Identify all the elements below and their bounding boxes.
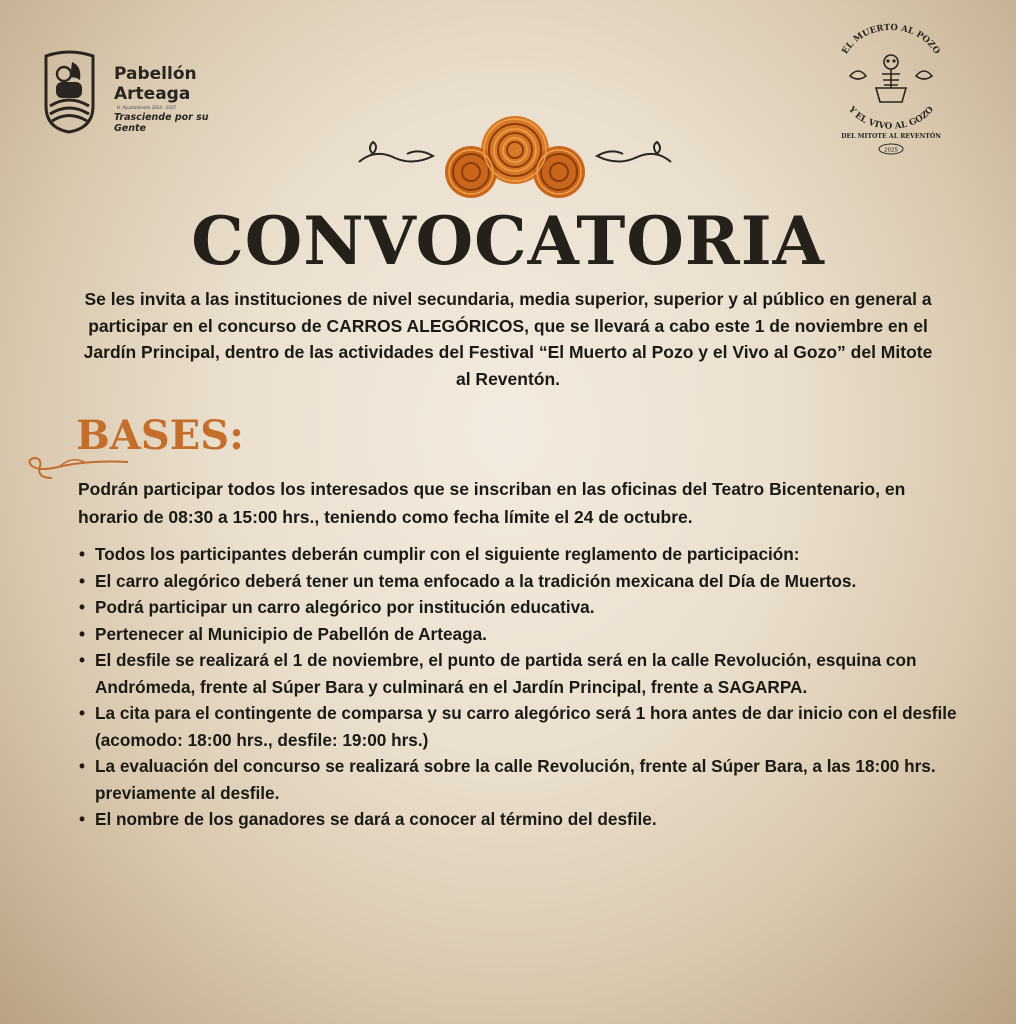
badge-arc-top: EL MUERTO AL POZO: [840, 22, 942, 57]
rules-list: [78, 541, 978, 833]
logo-name-line1: Pabellón: [114, 64, 197, 84]
badge-arc-bottom: Y EL VIVO AL GOZO: [846, 104, 936, 132]
logo-tagline: Trasciende por su Gente: [114, 112, 209, 134]
logo-small-text: H. Ayuntamiento 2024 - 2027: [117, 105, 177, 110]
list-item: • Podrá participar un carro alegórico por institución educativa.: [78, 594, 978, 621]
intro-paragraph: Se les invita a las instituciones de nivel secundaria, media superior, superior y al público en general a participar en el concurso de CARROS ALEGÓRICOS, que se llevará a cabo este 1 de noviembre en el Jardín Principal, dentro de las actividades del Festival “El Muerto al Pozo y el Vivo al Gozo” del Mitote al Reventón.: [83, 289, 933, 389]
list-item: • El nombre de los ganadores se dará a conocer al término del desfile.: [78, 806, 978, 833]
logo-name-line2: Arteaga: [114, 84, 191, 104]
bases-heading: BASES:: [76, 412, 244, 459]
marigold-flower-ornament-icon: [355, 110, 675, 202]
badge-year: 2025: [884, 147, 898, 154]
list-item: • La cita para el contingente de comparsa y su carro alegórico será 1 hora antes de dar inicio con el desfile (acomodo: 18:00 hrs., desfile: 19:00 hrs.): [78, 700, 978, 753]
festival-skeleton-badge-icon: [832, 22, 950, 158]
list-item: • El carro alegórico deberá tener un tema enfocado a la tradición mexicana del Día de Muertos.: [78, 568, 978, 595]
bases-paragraph: Podrán participar todos los interesados que se inscriban en las oficinas del Teatro Bicentenario, en horario de 08:30 a 15:00 hrs., teniendo como fecha límite el 24 de octubre.: [78, 479, 906, 527]
list-item: • El desfile se realizará el 1 de noviembre, el punto de partida será en la calle Revolución, esquina con Andrómeda, frente al Súper Bara y culminará en el Jardín Principal, frente a SAGARPA.: [78, 647, 978, 700]
list-item: • Todos los participantes deberán cumplir con el siguiente reglamento de participación:: [78, 541, 978, 568]
list-item: • La evaluación del concurso se realizará sobre la calle Revolución, frente al Súper Bara, a las 18:00 hrs. previamente al desfile.: [78, 753, 978, 806]
svg-text:EL MUERTO AL POZO: [840, 23, 941, 57]
pabellon-arteaga-logo: [42, 50, 232, 134]
badge-subtitle: DEL MITOTE AL REVENTÓN: [841, 133, 941, 140]
svg-text:Y EL VIVO AL GOZO: [845, 104, 936, 132]
list-item: • Pertenecer al Municipio de Pabellón de Arteaga.: [78, 621, 978, 648]
municipal-shield-logo-icon: [42, 50, 97, 134]
page-title: CONVOCATORIA: [191, 202, 825, 280]
